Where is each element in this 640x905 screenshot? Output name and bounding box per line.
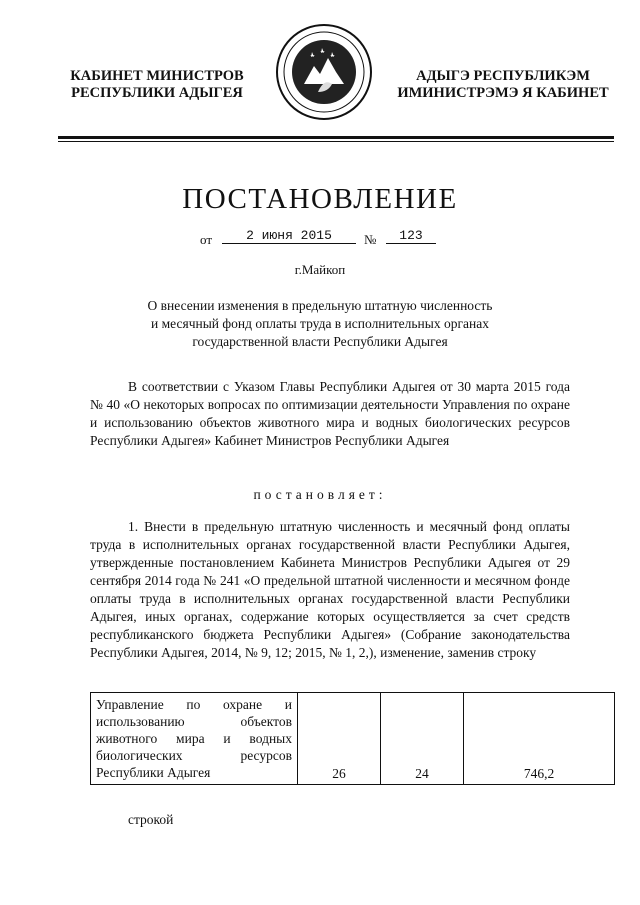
preamble-text: В соответствии с Указом Главы Республики Адыгея от 30 марта 2015 года № 40 «О некоторых вопросах по оптимизации деятельности Управления по охране и использованию объектов животного мира и водных биологических ресурсов Республики Адыгея» Кабинет Министров Республики Адыгея [90, 379, 570, 448]
preamble-paragraph [90, 378, 570, 450]
date-value: 2 июня 2015 [222, 228, 356, 244]
decree-word: постановляет: [253, 487, 387, 502]
table-cell-col1: 26 [298, 693, 381, 785]
document-title: ПОСТАНОВЛЕНИЕ [182, 183, 458, 215]
date-label: от [200, 232, 213, 247]
table-row [91, 693, 615, 785]
item-1-paragraph [90, 518, 570, 662]
header-right [378, 68, 628, 102]
subject-line: государственной власти Республики Адыгея [192, 334, 448, 349]
header-left-line1: КАБИНЕТ МИНИСТРОВ [70, 68, 244, 84]
table-cell-name: Управление по охране и использованию объектов животного мира и водных биологических ресурсов Республики Адыгея [91, 693, 298, 785]
subject [100, 297, 540, 351]
number-label: № [364, 232, 377, 247]
subject-line: и месячный фонд оплаты труда в исполнительных органах [151, 316, 489, 331]
after-table-text: строкой [128, 812, 174, 827]
table-cell-col2: 24 [381, 693, 464, 785]
city: г.Майкоп [294, 262, 346, 277]
header-rule-thick [58, 136, 614, 139]
header-left [52, 68, 262, 102]
header-right-line1: АДЫГЭ РЕСПУБЛИКЭМ [416, 68, 590, 84]
table-cell-col3: 746,2 [464, 693, 615, 785]
header-left-line2: РЕСПУБЛИКИ АДЫГЕЯ [71, 85, 243, 101]
header-rule-thin [58, 141, 614, 142]
number-value: 123 [386, 228, 436, 244]
subject-line: О внесении изменения в предельную штатную численность [147, 298, 493, 313]
coat-of-arms-icon [274, 22, 374, 122]
item-1-text: 1. Внести в предельную штатную численность и месячный фонд оплаты труда в исполнительных органах государственной власти Республики Адыгея, утвержденные постановлением Кабинета Министров Республики Адыгея от 29 сентября 2014 года № 241 «О предельной штатной численности и месячном фонде оплаты труда в исполнительных органах государственной власти Республики Адыгея, иных органах, содержание которых осуществляется за счет средств республиканского бюджета Республики Адыгея» (Собрание законодательства Республики Адыгея, 2014, № 9, 12; 2015, № 1, 2,), изменение, заменив строку [90, 519, 570, 660]
amendment-table [90, 692, 615, 785]
header-right-line2: ИМИНИСТРЭМЭ Я КАБИНЕТ [397, 85, 609, 101]
